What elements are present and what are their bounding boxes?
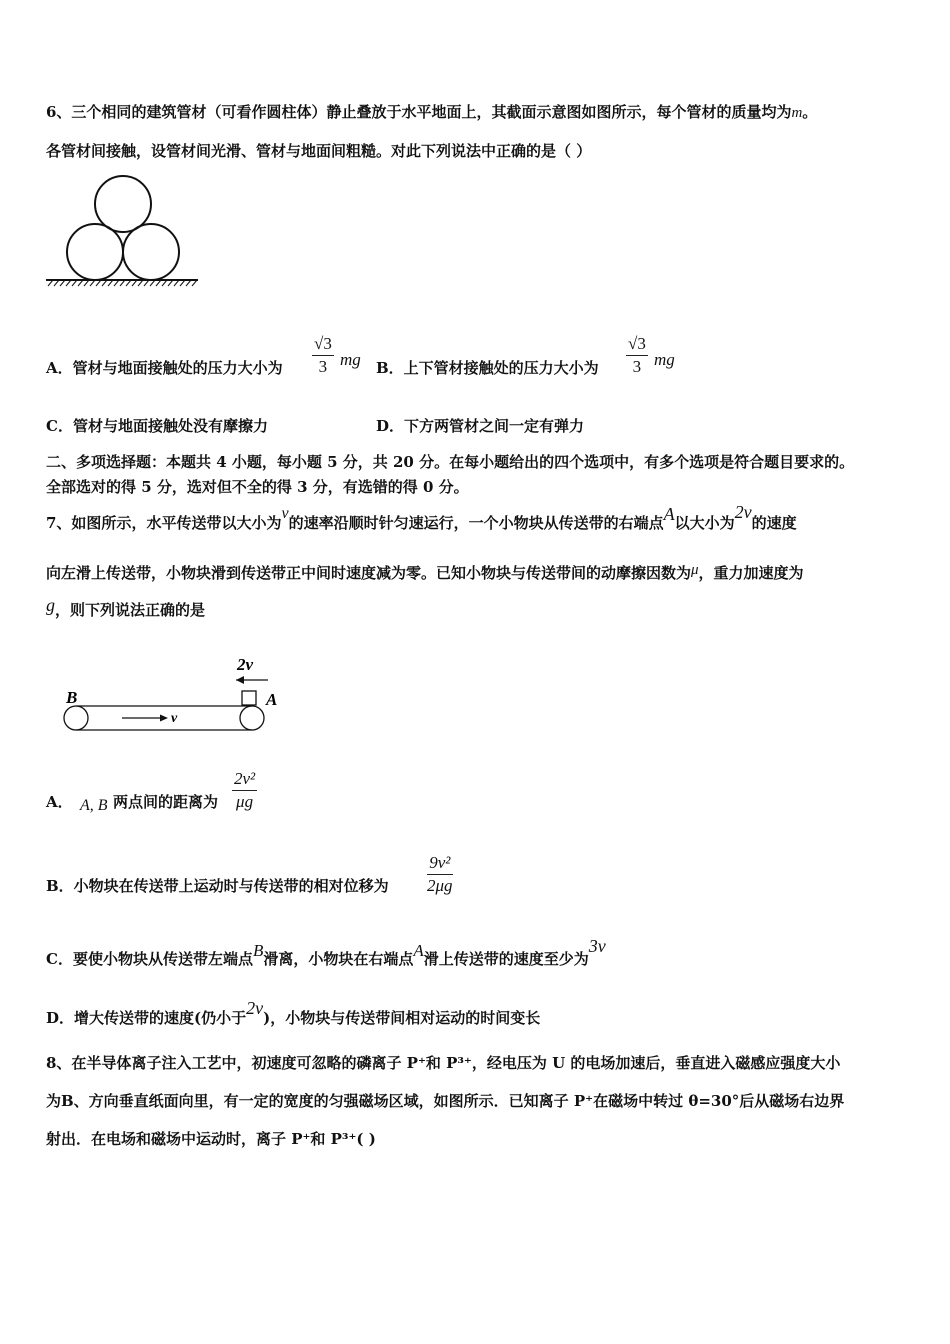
bottom-right-pipe xyxy=(123,224,179,280)
fraction-numerator: √3 xyxy=(312,333,334,356)
q7-option-c: C．要使小物块从传送带左端点B滑离，小物块在右端点A滑上传送带的速度至少为3v xyxy=(46,936,606,968)
q6-option-b: B．上下管材接触处的压力大小为 xyxy=(376,359,599,377)
q7-option-b-text: B．小物块在传送带上运动时与传送带的相对位移为 xyxy=(46,877,389,895)
fraction-numerator: √3 xyxy=(626,333,648,356)
q7-option-d: D．增大传送带的速度(仍小于2v)，小物块与传送带间相对运动的时间变长 xyxy=(46,998,541,1027)
top-pipe xyxy=(95,176,151,232)
mass-symbol: m xyxy=(791,105,803,121)
left-roller xyxy=(64,706,88,730)
q7-stem-line3: g，则下列说法正确的是 xyxy=(46,595,206,619)
q6-option-a-mg: mg xyxy=(340,350,361,369)
q7-stem-line1: 7、如图所示，水平传送带以大小为v的速率沿顺时针匀速运行，一个小物块从传送带的右端点A以大小为2v的速度 xyxy=(46,502,797,532)
q8-stem-line2: 为B、方向垂直纸面向里，有一定的宽度的匀强磁场区域，如图所示．已知离子 P⁺在磁场中转过 θ=30°后从磁场右边界 xyxy=(46,1092,845,1110)
block xyxy=(242,691,256,705)
left-arrow-head xyxy=(236,676,244,684)
q6-pipes-figure xyxy=(44,172,204,294)
section2-heading-line1: 二、多项选择题：本题共 4 小题，每小题 5 分，共 20 分。在每小题给出的四个选项中，有多个选项是符合题目要求的。 xyxy=(46,453,855,471)
fraction-numerator: 2v² xyxy=(232,768,257,791)
q6-stem-line2: 各管材间接触，设管材间光滑、管材与地面间粗糙。对此下列说法中正确的是（ ） xyxy=(46,142,592,160)
fraction-denominator: 3 xyxy=(632,357,642,376)
q7-stem-line2: 向左滑上传送带，小物块滑到传送带正中间时速度减为零。已知小物块与传送带间的动摩擦因数为μ，重力加速度为 xyxy=(46,562,804,582)
q6-option-d: D．下方两管材之间一定有弹力 xyxy=(376,417,585,435)
q6-stem-line1: 6、三个相同的建筑管材（可看作圆柱体）静止叠放于水平地面上，其截面示意图如图所示，每个管材的质量均为m。 xyxy=(46,103,818,121)
q7-option-a-text: 两点间的距离为 xyxy=(113,793,219,811)
fraction-denominator: 3 xyxy=(318,357,328,376)
figure-label-b: B xyxy=(66,688,78,707)
bottom-left-pipe xyxy=(67,224,123,280)
q6-option-a-fraction xyxy=(312,333,334,378)
q7-option-a-points: A, B xyxy=(80,797,108,814)
right-arrow-head xyxy=(160,715,168,722)
q6-option-c: C．管材与地面接触处没有摩擦力 xyxy=(46,417,268,435)
fraction-denominator: 2μg xyxy=(427,876,453,895)
right-roller xyxy=(240,706,264,730)
figure-label-a: A xyxy=(266,690,278,709)
q6-option-b-fraction xyxy=(626,333,648,378)
figure-label-2v: 2v xyxy=(237,655,254,674)
q7-option-a-fraction xyxy=(232,768,257,813)
q7-option-a-label: A． xyxy=(46,793,73,811)
q7-conveyor-figure xyxy=(56,650,296,740)
section2-heading-line2: 全部选对的得 5 分，选对但不全的得 3 分，有选错的得 0 分。 xyxy=(46,478,469,496)
q8-stem-line1: 8、在半导体离子注入工艺中，初速度可忽略的磷离子 P⁺和 P³⁺，经电压为 U 的电场加速后，垂直进入磁感应强度大小 xyxy=(46,1054,841,1072)
q8-stem-line3: 射出．在电场和磁场中运动时，离子 P⁺和 P³⁺( ) xyxy=(46,1130,376,1148)
figure-label-v: v xyxy=(171,711,178,726)
q7-option-b-fraction xyxy=(427,852,453,897)
q6-option-b-mg: mg xyxy=(654,350,675,369)
fraction-denominator: μg xyxy=(236,792,254,811)
q6-option-a: A．管材与地面接触处的压力大小为 xyxy=(46,359,283,377)
fraction-numerator: 9v² xyxy=(427,852,453,875)
